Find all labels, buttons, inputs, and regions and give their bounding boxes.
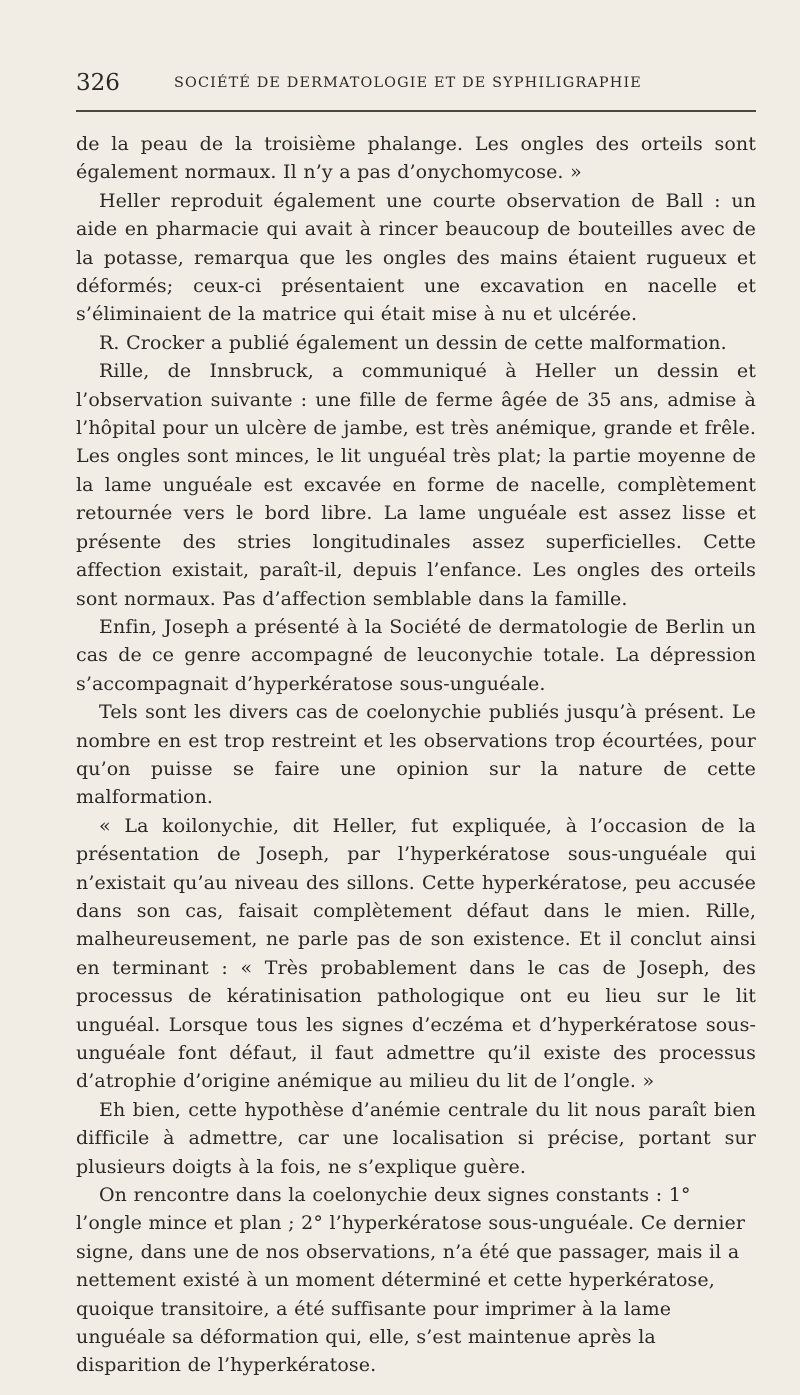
- paragraph: Enfin, Joseph a présenté à la Société de dermatologie de Berlin un cas de ce genre accompagné de leuconychie totale. La dépression s’accompagnait d’hyperkératose sous-unguéale.: [76, 615, 756, 695]
- page-header: [76, 68, 756, 104]
- paragraph: de la peau de la troisième phalange. Les ongles des orteils sont également normaux. Il n’y a pas d’onychomycose. »: [76, 133, 756, 184]
- paragraph: On rencontre dans la coelonychie deux signes constants : 1° l’ongle mince et plan ; 2° l’hyperkératose sous-unguéale. Ce dernier signe, dans une de nos observations, n’a été que passager, mais il a nettement existé à un moment déterminé et cette hyperkératose, quoique transitoire, a été suffisante pour imprimer à la lame unguéale sa déformation qui, elle, s’est maintenue après la disparition de l’hyperkératose.: [76, 1184, 746, 1377]
- running-title: SOCIÉTÉ DE DERMATOLOGIE ET DE SYPHILIGRAPHIE: [174, 75, 642, 91]
- page-number: 326: [76, 70, 120, 96]
- paragraph: Tels sont les divers cas de coelonychie publiés jusqu’à présent. Le nombre en est trop restreint et les observations trop écourtées, pour qu’on puisse se faire une opinion sur la nature de cette malformation.: [76, 701, 756, 809]
- paragraph: « La koilonychie, dit Heller, fut expliquée, à l’occasion de la présentation de Joseph, par l’hyperkératose sous-unguéale qui n’existait qu’au niveau des sillons. Cette hyperkératose, peu accusée dans son cas, faisait complètement défaut dans le mien. Rille, malheureusement, ne parle pas de son existence. Et il conclut ainsi en terminant : « Très probablement dans le cas de Joseph, des processus de kératinisation pathologique ont eu lieu sur le lit unguéal. Lorsque tous les signes d’eczéma et d’hyperkératose sous-unguéale font défaut, il faut admettre qu’il existe des processus d’atrophie d’origine anémique au milieu du lit de l’ongle. »: [76, 814, 756, 1093]
- paragraph: Rille, de Innsbruck, a communiqué à Heller un dessin et l’observation suivante : une fille de ferme âgée de 35 ans, admise à l’hôpital pour un ulcère de jambe, est très anémique, grande et frêle. Les ongles sont minces, le lit unguéal très plat; la partie moyenne de la lame unguéale est excavée en forme de nacelle, complètement retournée vers le bord libre. La lame unguéale est assez lisse et présente des stries longitudinales assez superficielles. Cette affection existait, paraît-il, depuis l’enfance. Les ongles des orteils sont normaux. Pas d’affection semblable dans la famille.: [76, 360, 756, 610]
- paragraph: Heller reproduit également une courte observation de Ball : un aide en pharmacie qui avait à rincer beaucoup de bouteilles avec de la potasse, remarqua que les ongles des mains étaient rugueux et déformés; ceux-ci présentaient une excavation en nacelle et s’éliminaient de la matrice qui était mise à nu et ulcérée.: [76, 189, 756, 326]
- paragraph: Eh bien, cette hypothèse d’anémie centrale du lit nous paraît bien difficile à admettre, car une localisation si précise, portant sur plusieurs doigts à la fois, ne s’explique guère.: [76, 1098, 756, 1178]
- paragraph: R. Crocker a publié également un dessin de cette malformation.: [99, 331, 727, 354]
- page-body: [76, 130, 756, 1380]
- header-rule: [76, 110, 756, 112]
